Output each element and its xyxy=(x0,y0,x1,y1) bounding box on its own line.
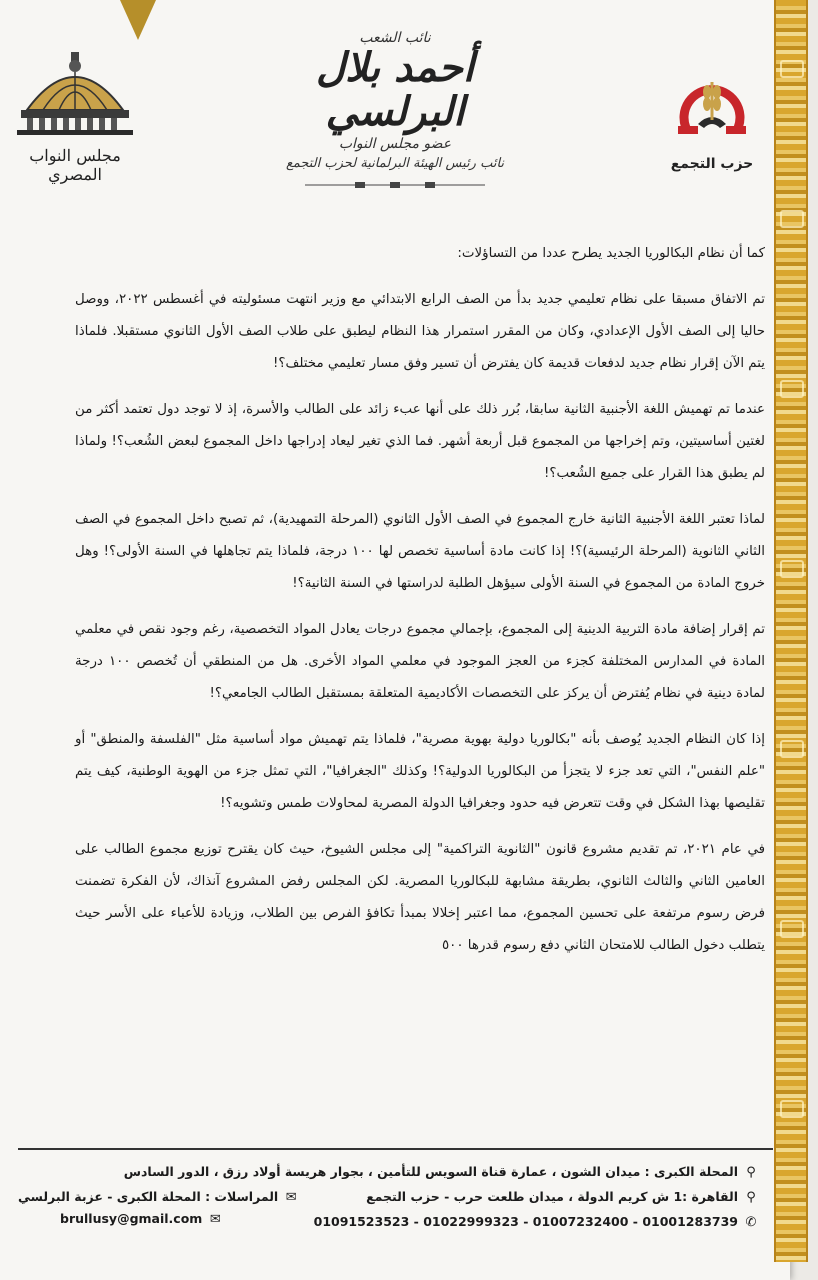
flourish-divider-icon xyxy=(295,181,495,189)
party-caption: حزب التجمع xyxy=(670,156,754,172)
mp-name: أحمد بلال البرلسي xyxy=(316,44,474,135)
footer-address-mahalla: ⚲المحلة الكبرى : ميدان الشون ، عمارة قناة السويس للتأمين ، بجوار هريسة أولاد رزق ، الدور السادس xyxy=(124,1164,758,1180)
body-paragraph: عندما تم تهميش اللغة الأجنبية الثانية سابقا، بُرر ذلك على أنها عبء زائد على الطالب والأسرة، إذ لا توجد دول تعتمد أكثر من لغتين أساسيتين، وتم إخراجها من المجموع قبل أربعة أشهر. فما الذي تغير ليعاد إدراجها داخل المجموع لبعض الشُعب؟! ولماذا لم يطبق هذا القرار على جميع الشُعب؟! xyxy=(75,402,765,481)
footer-address-cairo: ⚲القاهرة :1 ش كريم الدولة ، ميدان طلعت حرب - حزب التجمع xyxy=(366,1189,758,1205)
footer-phones: 01091523523 - 01022999323 - 01007232400 - 01001283739 ✆ xyxy=(313,1214,757,1230)
location-pin-icon: ⚲ xyxy=(746,1190,756,1205)
mp-position: نائب رئيس الهيئة البرلمانية لحزب التجمع xyxy=(285,156,505,171)
mail-icon: ✉ xyxy=(285,1190,297,1205)
parliament-dome-icon xyxy=(13,50,137,136)
parliament-caption: مجلس النواب المصري xyxy=(29,146,121,184)
letter-body xyxy=(75,238,765,976)
letterhead xyxy=(0,0,790,215)
footer-correspondence: ✉المراسلات : المحلة الكبرى - عزبة البرلسي xyxy=(18,1189,297,1205)
hieroglyph-icon xyxy=(780,60,804,78)
footer-email[interactable]: brullusy@gmail.com ✉ xyxy=(60,1211,221,1227)
mail-icon: ✉ xyxy=(209,1212,221,1227)
hieroglyph-icon xyxy=(780,210,804,228)
mp-signature-block xyxy=(260,30,530,193)
hieroglyph-icon xyxy=(780,740,804,758)
body-intro: كما أن نظام البكالوريا الجديد يطرح عددا من التساؤلات: xyxy=(457,246,765,261)
body-paragraph: إذا كان النظام الجديد يُوصف بأنه "بكالوريا دولية بهوية مصرية"، فلماذا يتم تهميش مواد أساسية مثل "الفلسفة والمنطق" أو "علم النفس"، التي تعد جزء لا يتجزأ من البكالوريا الدولية؟! وكذلك "الجغرافيا"، التي تمثل جزء من الهوية الوطنية، كيف يتم تقليصها بهذا الشكل في وقت تتعرض فيه حدود وجغرافيا الدولة المصرية لمحاولات طمس وتشويه؟! xyxy=(75,732,765,811)
hieroglyph-icon xyxy=(780,380,804,398)
hieroglyph-icon xyxy=(780,1100,804,1118)
body-paragraph: في عام ٢٠٢١، تم تقديم مشروع قانون "الثانوية التراكمية" إلى مجلس الشيوخ، حيث كان يقترح توزيع مجموع الطالب على العامين الثاني والثالث الثانوي، بطريقة مشابهة للبكالوريا المصرية. لكن المجلس رفض المشروع آنذاك، لأن الفكرة تضمنت فرض رسوم مرتفعة على تحسين المجموع، مما اعتبر إخلالا بمبدأ تكافؤ الفرص بين الطلاب، وزيادة للأعباء على الأسر حيث يتطلب دخول الطالب للامتحان الثاني دفع رسوم قدرها ٥٠٠ xyxy=(75,842,766,953)
tagammu-emblem-icon xyxy=(672,70,752,150)
hieroglyph-icon xyxy=(780,920,804,938)
mp-membership: عضو مجلس النواب xyxy=(338,136,452,152)
letter-footer xyxy=(0,1148,790,1248)
body-paragraph: تم إقرار إضافة مادة التربية الدينية إلى المجموع، بإجمالي مجموع درجات يعادل المواد التخصصية، رغم وجود نقص في معلمي المادة في المدارس المختلفة كجزء من العجز الموجود في معلمي المواد الأخرى. هل من المنطقي أن تُخصص ١٠٠ درجة لمادة دينية في نظام يُفترض أن يركز على التخصصات الأكاديمية المتعلقة بمستقبل الطالب الجامعي؟! xyxy=(75,622,765,701)
hieroglyph-icon xyxy=(780,560,804,578)
pharaonic-gold-border xyxy=(774,0,808,1262)
body-paragraph: لماذا تعتبر اللغة الأجنبية الثانية خارج المجموع في الصف الأول الثانوي (المرحلة التمهيدية)، ثم تصبح داخل المجموع في الصف الثاني الثانوية (المرحلة الرئيسية)؟! إذا كانت مادة أساسية تخصص لها ١٠٠ درجة، فلماذا يتم تجاهلها في السنة الأولى؟! وهل خروج المادة من المجموع في السنة الأولى سيؤهل الطلبة لدراستها في السنة الثانية؟! xyxy=(75,512,766,591)
mp-title: نائب الشعب xyxy=(359,30,431,46)
location-pin-icon: ⚲ xyxy=(746,1165,756,1180)
footer-divider xyxy=(18,1148,773,1150)
phone-icon: ✆ xyxy=(745,1215,757,1230)
parliament-logo xyxy=(10,50,140,184)
body-paragraph: تم الاتفاق مسبقا على نظام تعليمي جديد بدأ من الصف الرابع الابتدائي مع وزير انتهت مسئوليته في أغسطس ٢٠٢٢، ووصل حاليا إلى الصف الأول الإعدادي، وكان من المقرر استمرار هذا النظام ليطبق على طلاب الصف الأول الثانوي مستقبلا. فلماذا يتم الآن إقرار نظام جديد لدفعات قديمة كان يفترض أن تسير وفق مسار تعليمي مختلف؟! xyxy=(75,292,765,371)
party-logo xyxy=(662,70,762,172)
